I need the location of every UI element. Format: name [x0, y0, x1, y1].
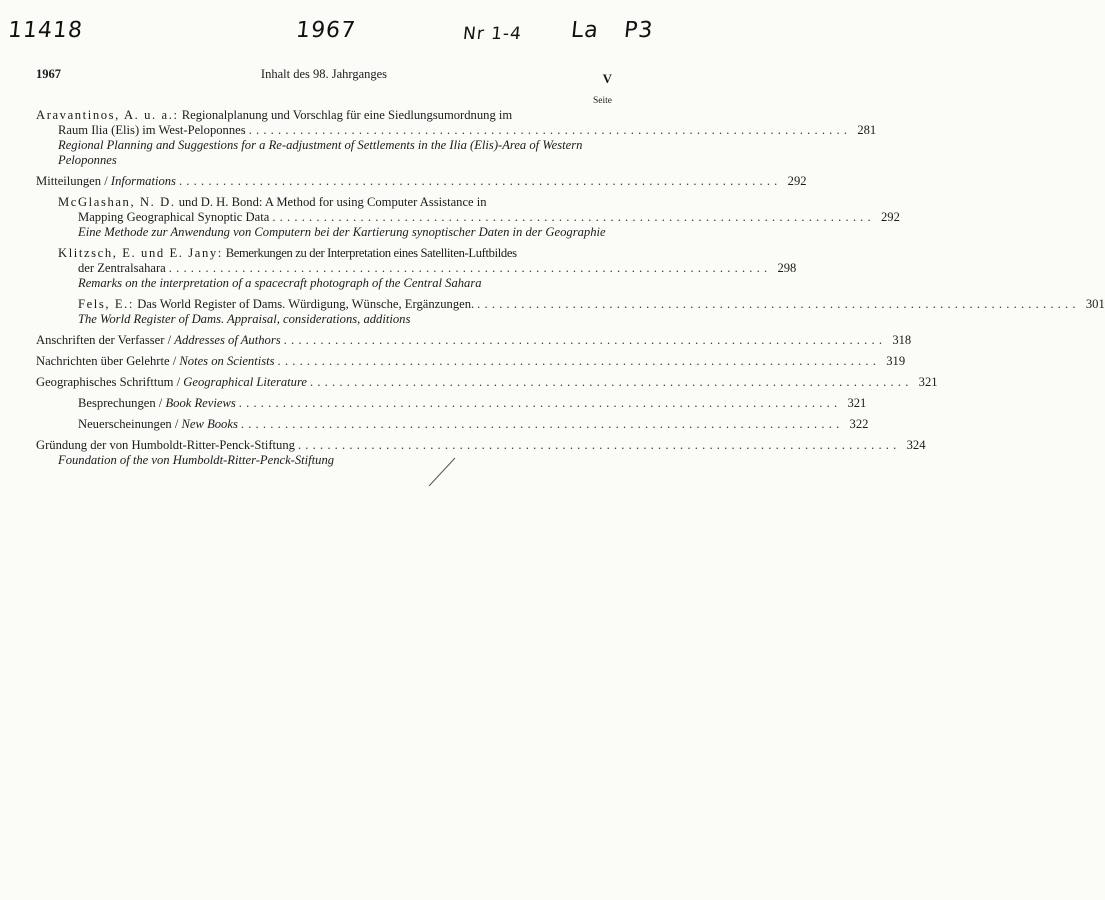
handwritten-la: La [569, 18, 601, 43]
handwritten-issue-number: Nr 1-4 [461, 24, 523, 44]
entry-translation: Eine Methode zur Anwendung von Computern bei der Kartierung synoptischer Daten in der Geographie [78, 225, 606, 239]
toc-entry-nachrichten: Nachrichten über Gelehrte / Notes on Scientists .................................................................................. 319 [36, 354, 906, 368]
entry-author: McGlashan, N. D. [58, 195, 176, 209]
entry-text: Besprechungen / [78, 396, 163, 410]
page-title: Inhalt des 98. Jahrganges [260, 67, 388, 81]
entry-page: 292 [881, 210, 900, 224]
header-year: 1967 [36, 67, 61, 81]
toc-entry-schrifttum: Geographisches Schrifttum / Geographical Literature .................................................................................. 321 [36, 375, 938, 389]
toc-entry-neuerscheinungen: Neuerscheinungen / New Books .................................................................................. 322 [78, 417, 869, 431]
toc-entry-klitzsch: Klitzsch, E. und E. Jany: Bemerkungen zu der Interpretation eines Satelliten-Luftbildes der Zentralsahara .................................................................................. 298 Remarks on the interpretation of a spacecraft photograph of the Central Sahara [58, 246, 797, 290]
entry-author: Fels, E.: [78, 297, 135, 311]
page-number-roman: V [602, 71, 612, 86]
entry-text: Neuerscheinungen / [78, 417, 179, 431]
entry-page: 301 [1085, 297, 1105, 311]
entry-text: Mitteilungen / [36, 174, 108, 188]
entry-translation: Book Reviews [165, 396, 236, 410]
entry-translation: Addresses of Authors [174, 333, 281, 347]
pencil-stroke [427, 456, 457, 488]
handwritten-note-left: 11418 [6, 18, 85, 43]
entry-translation: Notes on Scientists [179, 354, 275, 368]
toc-entry-mcglashan: McGlashan, N. D. und D. H. Bond: A Method for using Computer Assistance in Mapping Geographical Synoptic Data .................................................................................. 292 Eine Methode zur Anwendung von Computern bei der Kartierung synoptischer Daten in der Geographie [58, 195, 900, 239]
toc-entry-anschriften: Anschriften der Verfasser / Addresses of Authors .................................................................................. 318 [36, 333, 912, 347]
entry-text: Geographisches Schrifttum / [36, 375, 181, 389]
entry-translation: Foundation of the von Humboldt-Ritter-Penck-Stiftung [58, 453, 335, 467]
entry-translation: Geographical Literature [183, 375, 307, 389]
entry-page: 292 [787, 174, 807, 188]
entry-text: Anschriften der Verfasser / [36, 333, 172, 347]
entry-translation: The World Register of Dams. Appraisal, considerations, additions [78, 312, 411, 326]
entry-title-line1: Bemerkungen zu der Interpretation eines Satelliten-Luftbildes [225, 246, 517, 260]
table-of-contents [36, 108, 1105, 474]
entry-page: 281 [857, 123, 877, 137]
entry-title-line2: der Zentralsahara [78, 261, 166, 275]
entry-title: Das World Register of Dams. Würdigung, Wünsche, Ergänzungen. [137, 297, 475, 311]
entry-title-line1: Regionalplanung und Vorschlag für eine Siedlungsumordnung im [181, 108, 513, 122]
entry-title-line2: Raum Ilia (Elis) im West-Peloponnes [58, 123, 246, 137]
entry-page: 321 [918, 375, 938, 389]
entry-page: 322 [849, 417, 869, 431]
toc-entry-mitteilungen: Mitteilungen / Informations .................................................................................. 292 [36, 174, 807, 188]
entry-translation: Informations [110, 174, 176, 188]
toc-entry-fels: Fels, E.: Das World Register of Dams. Würdigung, Wünsche, Ergänzungen. .................................................................................. 301 The World Register of Dams. Appraisal, considerations, additions [78, 297, 1105, 326]
toc-entry-besprechungen: Besprechungen / Book Reviews .................................................................................. 321 [78, 396, 867, 410]
handwritten-year: 1967 [294, 18, 358, 43]
entry-title-line2: Mapping Geographical Synoptic Data [78, 210, 270, 224]
entry-page: 298 [777, 261, 797, 275]
entry-author: Klitzsch, E. und E. Jany: [58, 246, 223, 260]
handwritten-p3: P3 [622, 18, 655, 43]
entry-page: 319 [886, 354, 906, 368]
toc-entry-gruendung: Gründung der von Humboldt-Ritter-Penck-Stiftung .................................................................................. 324 Foundation of the von Humboldt-Ritter-Penck-Stiftung [36, 438, 926, 467]
toc-entry-aravantinos: Aravantinos, A. u. a.: Regionalplanung und Vorschlag für eine Siedlungsumordnung im Raum Ilia (Elis) im West-Peloponnes .................................................................................. 281 Regional Planning and Suggestions for a Re-adjustment of Settlements in the Ilia (Elis)-Area of Western Peloponnes [36, 108, 877, 167]
entry-translation: New Books [181, 417, 238, 431]
entry-translation: Regional Planning and Suggestions for a Re-adjustment of Settlements in the Ilia (Elis)-Area of Western Peloponnes [58, 138, 583, 167]
entry-translation: Remarks on the interpretation of a spacecraft photograph of the Central Sahara [78, 276, 482, 290]
entry-title-line1: und D. H. Bond: A Method for using Computer Assistance in [178, 195, 487, 209]
entry-page: 318 [892, 333, 912, 347]
entry-text: Nachrichten über Gelehrte / [36, 354, 177, 368]
entry-page: 324 [906, 438, 926, 452]
entry-text: Gründung der von Humboldt-Ritter-Penck-Stiftung [36, 438, 295, 452]
seite-label: Seite [593, 96, 612, 106]
entry-author: Aravantinos, A. u. a.: [36, 108, 179, 122]
entry-page: 321 [847, 396, 867, 410]
